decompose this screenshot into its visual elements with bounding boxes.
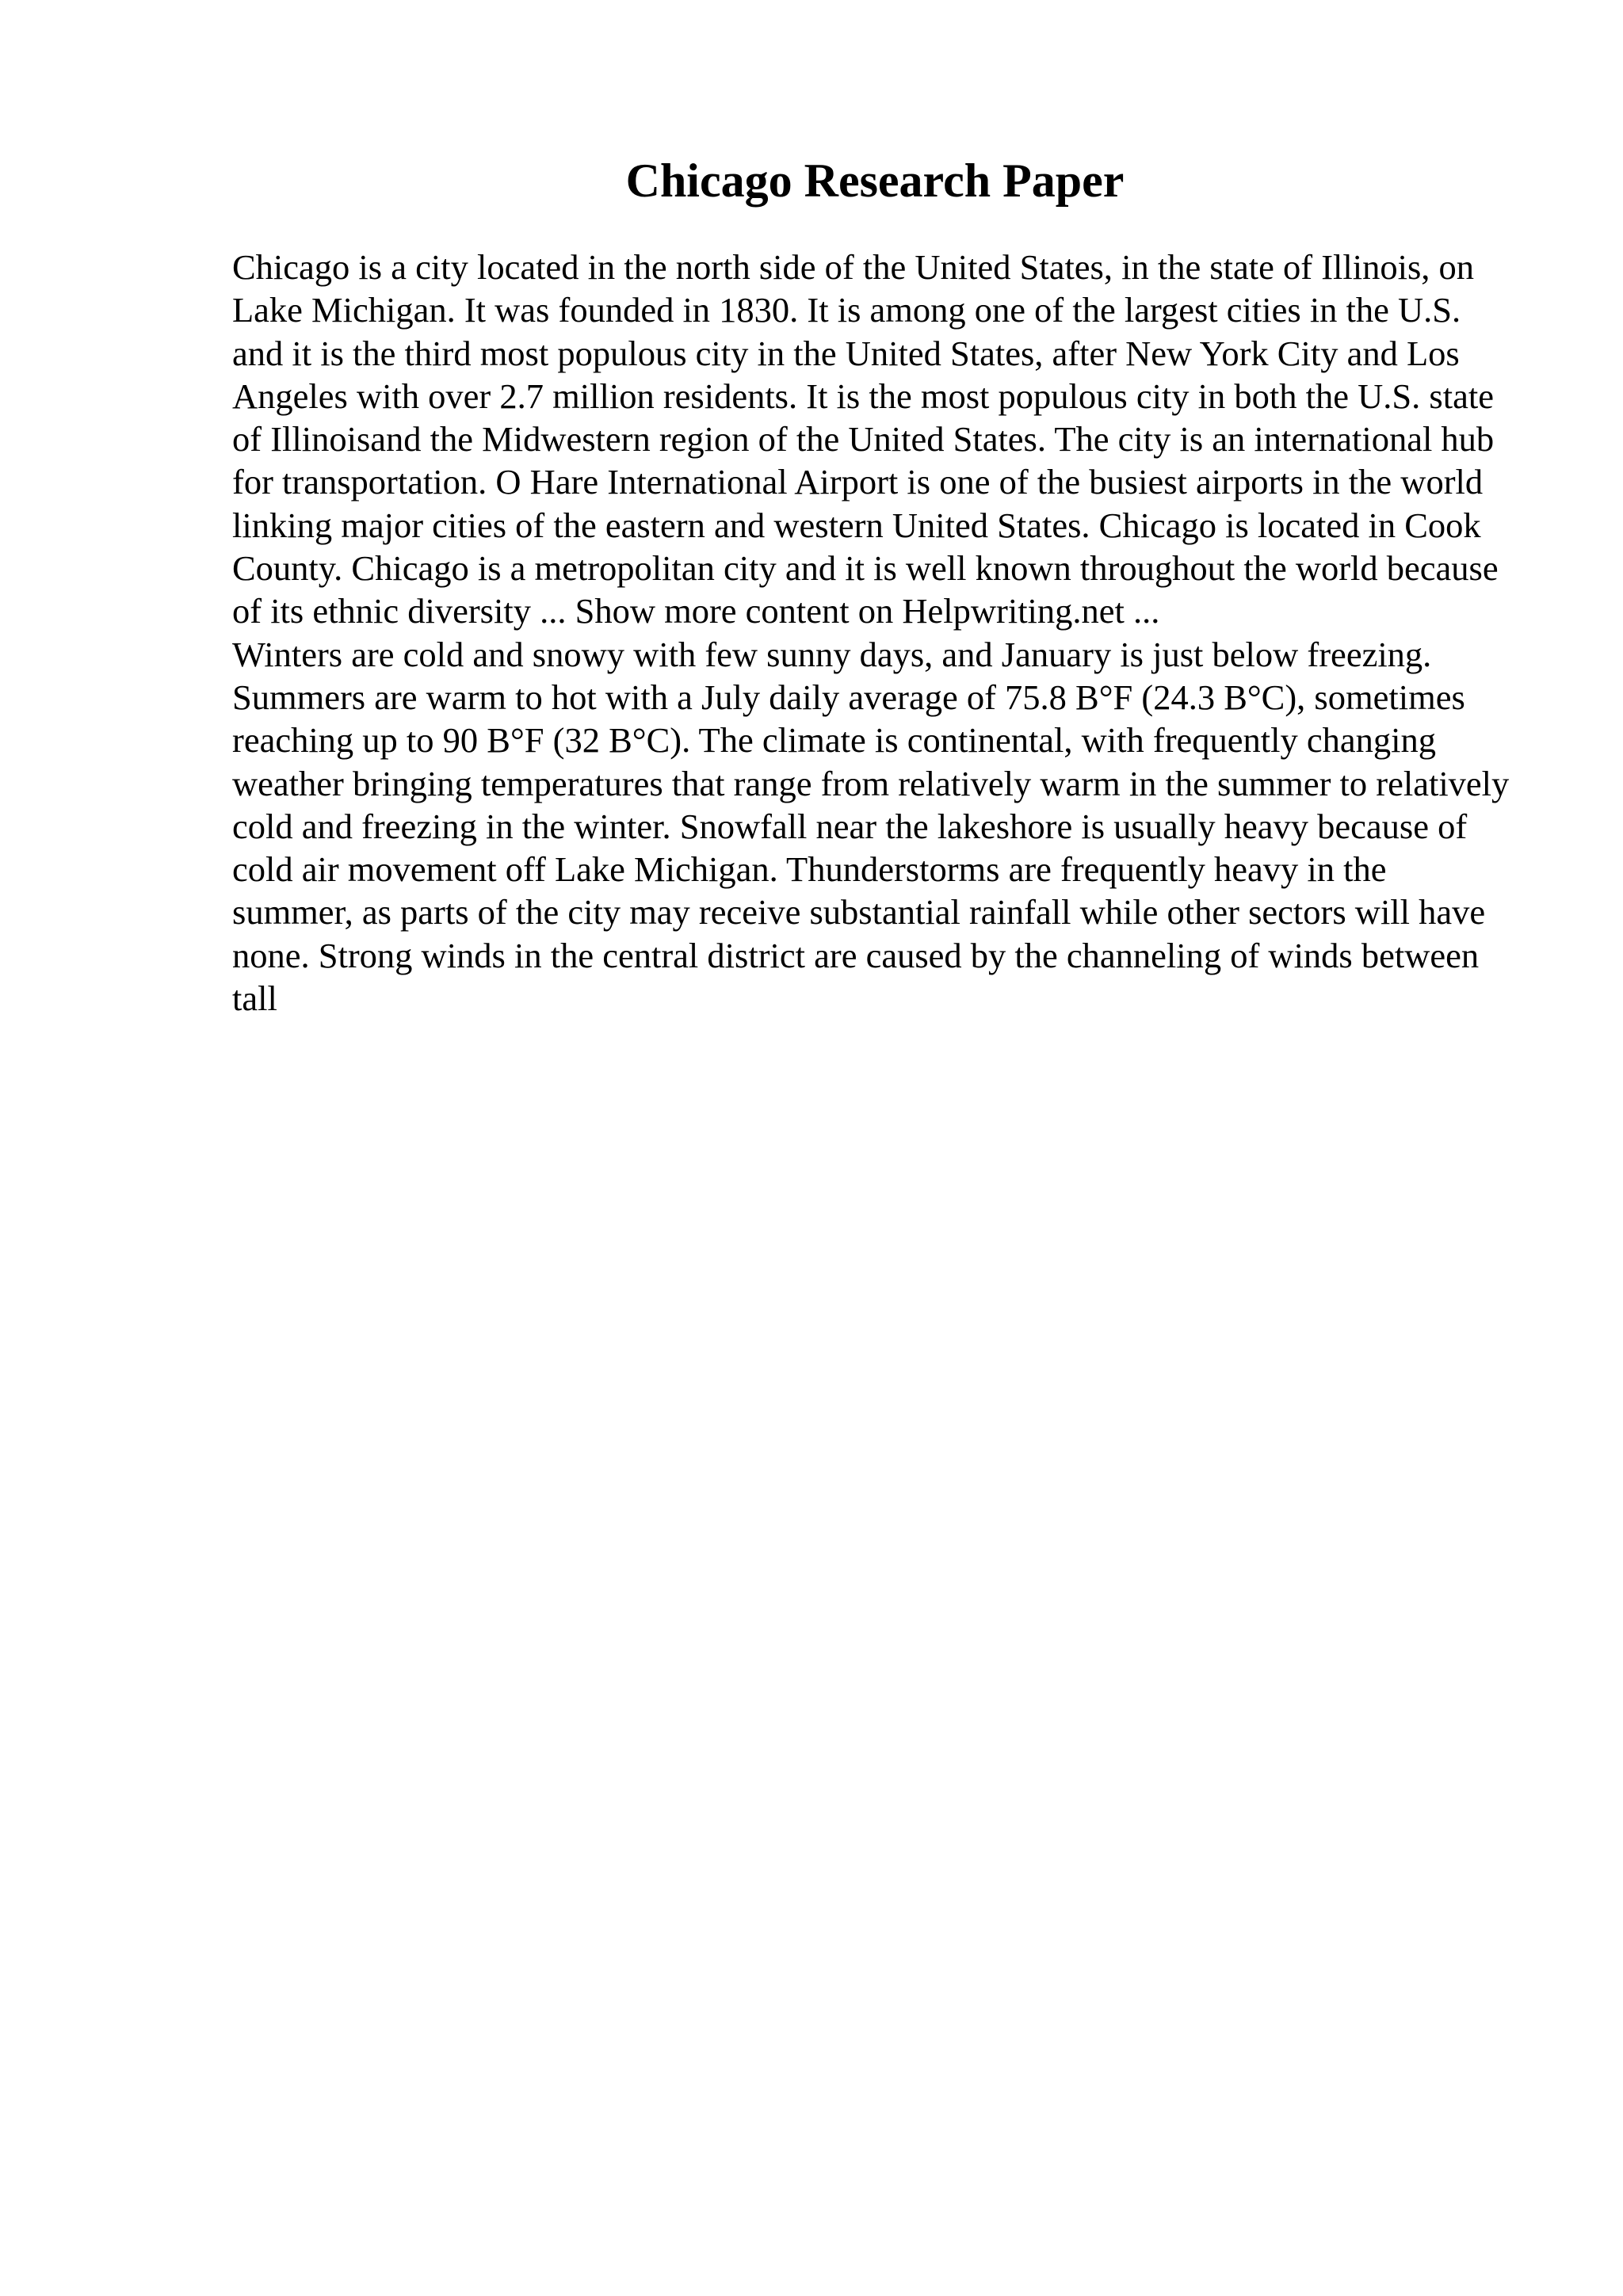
page-title: Chicago Research Paper — [625, 154, 1125, 207]
document-body — [232, 246, 1516, 1020]
paragraph-intro: Chicago is a city located in the north side of the United States, in the state of Illinois, on Lake Michigan. It was founded in 1830. It is among one of the largest cities in the U.S. and it is the third most populous city in the United States, after New York City and Los Angeles with over 2.7 million residents. It is the most populous city in both the U.S. state of Illinoisand the Midwestern region of the United States. The city is an international hub for transportation. O Hare International Airport is one of the busiest airports in the world linking major cities of the eastern and western United States. Chicago is located in Cook County. Chicago is a metropolitan city and it is well known throughout the world because of its ethnic diversity ... Show more content on Helpwriting.net ... — [232, 247, 1499, 631]
paragraph-climate: Winters are cold and snowy with few sunny days, and January is just below freezing. Summers are warm to hot with a July daily average of 75.8 B°F (24.3 B°C), sometimes reaching up to 90 B°F (32 B°C). The climate is continental, with frequently changing weather bringing temperatures that range from relatively warm in the summer to relatively cold and freezing in the winter. Snowfall near the lakeshore is usually heavy because of cold air movement off Lake Michigan. Thunderstorms are frequently heavy in the summer, as parts of the city may receive substantial rainfall while other sectors will have none. Strong winds in the central district are caused by the channeling of winds between tall — [232, 634, 1510, 1019]
